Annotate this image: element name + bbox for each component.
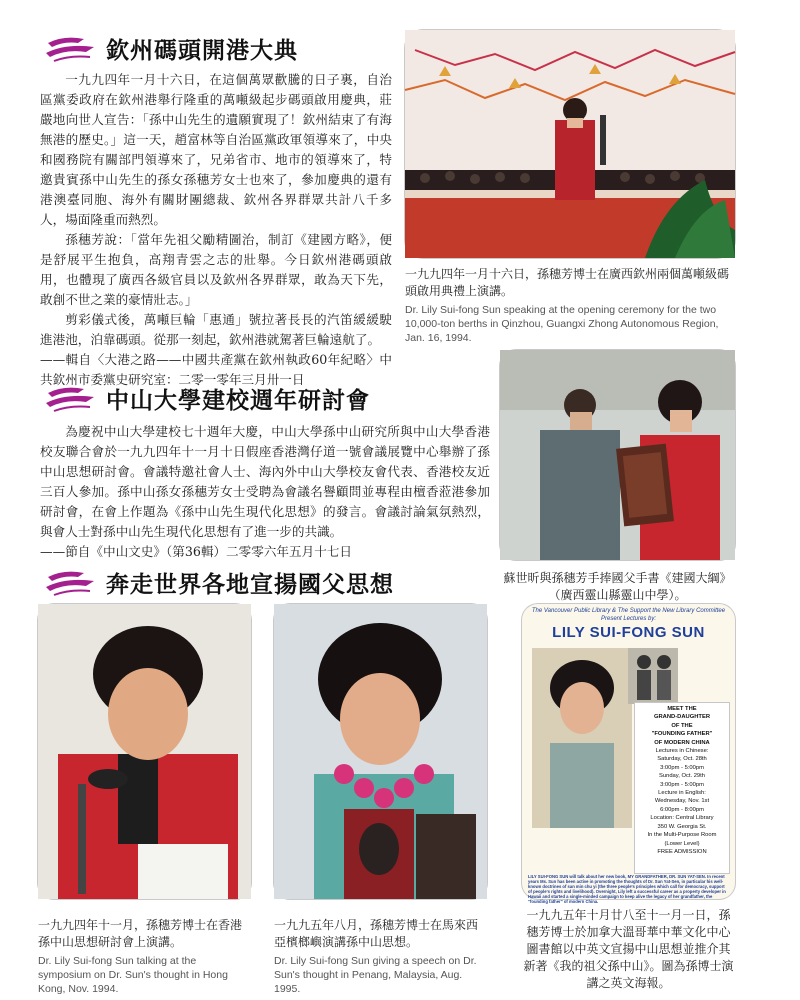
penang-caption-zh: 一九九五年八月，孫穗芳博士在馬來西亞檳榔嶼演講孫中山思想。 xyxy=(274,918,479,949)
ceremony-caption-en: Dr. Lily Sui-fong Sun speaking at the opening ceremony for the two 10,000-ton berths in Qinzhou, Guangxi Zhong Autonomous Region, Jan. 16, 1994. xyxy=(405,304,719,344)
poster-lines xyxy=(635,703,729,858)
ceremony-photo xyxy=(405,30,735,258)
poster-line: 3:00pm - 5:00pm xyxy=(660,781,704,788)
penang-caption-en: Dr. Lily Sui-fong Sun giving a speech on Dr. Sun's thought in Penang, Malaysia, Aug. 1995. xyxy=(274,955,477,995)
hongkong-caption-en: Dr. Lily Sui-fong Sun talking at the symposium on Dr. Sun's thought in Hong Kong, Nov. 1994. xyxy=(38,955,228,995)
section3-title: 奔走世界各地宣揚國父思想 xyxy=(106,571,394,598)
ceremony-caption xyxy=(405,266,735,345)
poster-portrait xyxy=(532,648,632,828)
poster-line: MEET THE xyxy=(667,706,697,712)
poster-header: The Vancouver Public Library & The Support the New Library Committee xyxy=(531,608,726,614)
vancouver-poster xyxy=(522,604,735,904)
poster-line: Saturday, Oct. 28th xyxy=(657,756,707,763)
poster-line: FREE ADMISSION xyxy=(657,848,707,855)
section2-heading xyxy=(44,378,370,418)
poster-line: Sunday, Oct. 29th xyxy=(659,773,705,780)
hongkong-photo xyxy=(38,604,251,899)
vancouver-caption-zh: 一九九五年十月廿八至十一月一日，孫穗芳博士於加拿大溫哥華中華文化中心圖書館以中英文宣揚中山思想並推介其新著《我的祖父孫中山》。圖為孫博士演講之英文海報。 xyxy=(523,908,734,990)
section1-paragraph-3: 剪彩儀式後，萬噸巨輪「惠通」號拉著長長的汽笛緩緩駛進港池，泊靠碼頭。從那一刻起，欽州港就駕著巨輪遠航了。 xyxy=(40,312,392,347)
penang-photo xyxy=(274,604,487,899)
poster-line: 6:00pm - 8:00pm xyxy=(660,806,704,813)
poster-line: Wednesday, Nov. 1st xyxy=(654,798,710,805)
poster-historic-photo xyxy=(628,648,678,704)
poster-line: In the Multi-Purpose Room xyxy=(647,832,717,839)
hongkong-caption xyxy=(38,917,251,996)
poster-line: OF THE xyxy=(671,722,693,729)
section1-title: 欽州碼頭開港大典 xyxy=(106,37,298,64)
section2-text xyxy=(40,422,490,562)
section2-title: 中山大學建校週年研討會 xyxy=(106,387,370,414)
swoosh-icon xyxy=(44,565,98,599)
poster-line: "FOUNDING FATHER" xyxy=(651,731,713,738)
poster-line: 350 W. Georgia St. xyxy=(657,823,707,830)
swoosh-icon xyxy=(44,31,98,65)
poster-line: Lectures in Chinese: xyxy=(655,748,709,755)
document-caption-zh: 蘇世昕與孫穗芳手捧國父手書《建國大綱》（廣西靈山縣靈山中學）。 xyxy=(503,571,732,602)
penang-caption xyxy=(274,917,487,996)
section1-source: ——輯自〈大港之路——中國共產黨在欽州執政60年紀略〉中共欽州市委黨史研究室：二零一零年三月卅一日 xyxy=(40,352,392,387)
section1-heading xyxy=(44,28,298,68)
poster-line: Lecture in English: xyxy=(658,790,706,797)
ceremony-caption-zh: 一九九四年一月十六日，孫穗芳博士在廣西欽州兩個萬噸級碼頭啟用典禮上演講。 xyxy=(405,267,730,298)
swoosh-icon xyxy=(44,381,98,415)
poster-line: Location: Central Library xyxy=(650,815,714,822)
poster-present: Present Lectures by: xyxy=(600,616,657,622)
section1-text xyxy=(40,70,392,390)
vancouver-caption xyxy=(522,907,735,992)
poster-footer: LILY SUI-FONG SUN will talk about her new book, MY GRANDFATHER, DR. SUN YAT-SEN. In recent years Ms. Sun has been active in promoting the thoughts of Dr. Sun Yat-Sen, in particular his well-known doctrines of san min chu yi (the three people's principles which call for democracy, support of people's rights and livelihood). Overnight, Lily left a successful career as a property developer in Hawaii and started a single-minded campaign to keep alive the legacy of her grandfather, the "founding father" of modern China. xyxy=(528,874,726,904)
document-caption xyxy=(500,570,735,604)
hongkong-caption-zh: 一九九四年十一月，孫穗芳博士在香港孫中山思想研討會上演講。 xyxy=(38,918,243,949)
section1-paragraph-2: 孫穗芳說：「當年先祖父勵精圖治，制訂《建國方略》，便是舒展平生抱負，高翔青雲之志的壯舉。今日欽州港碼頭啟用，也體現了廣西各級官員以及欽州各界群眾，敢為天下先，敢創不世之業的豪情壯志。」 xyxy=(40,232,392,307)
poster-line: 3:00pm - 5:00pm xyxy=(660,764,704,771)
poster-line: OF MODERN CHINA xyxy=(654,739,710,746)
section2-source: ——節自《中山文史》（第36輯）二零零六年五月十七日 xyxy=(40,544,352,559)
poster-info-box xyxy=(634,702,730,874)
section1-paragraph-1: 一九九四年一月十六日，在這個萬眾歡騰的日子裏，自治區黨委政府在欽州港舉行隆重的萬噸級起步碼頭啟用慶典，莊嚴地向世人宣告：「孫中山先生的遺願實現了！欽州結束了有海無港的歷史。」這一天，趙富林等自治區黨政軍領導來了，中央和國務院有關部門領導來了，兄弟省市、地市的領導來了，特邀貴賓孫中山先生的孫女孫穗芳女士也來了，參加慶典的還有港澳臺同胞、海外有關財團總裁、欽州各界群眾共計八千多人，場面隆重而熱烈。 xyxy=(40,72,392,227)
poster-name: LILY SUI-FONG SUN xyxy=(552,624,705,641)
poster-line: GRAND-DAUGHTER xyxy=(653,714,711,721)
document-photo xyxy=(500,350,735,560)
poster-line: (Lower Level) xyxy=(664,840,700,847)
section2-paragraph-1: 為慶祝中山大學建校七十週年大慶，中山大學孫中山研究所與中山大學香港校友聯合會於一九九四年十一月十日假座香港灣仔道一號會議展覽中心舉辦了孫中山思想研討會。會議特邀社會人士、海內外中山大學校友會代表、香港校友近三百人參加。孫中山孫女孫穗芳女士受聘為會議名譽顧問並專程由檀香蒞港參加研討會，在會上作題為《孫中山先生現代化思想》的發言。會議討論氣氛熱烈，與會人士對孫中山先生現代化思想有了進一步的共識。 xyxy=(40,424,490,539)
section3-heading xyxy=(44,562,394,602)
